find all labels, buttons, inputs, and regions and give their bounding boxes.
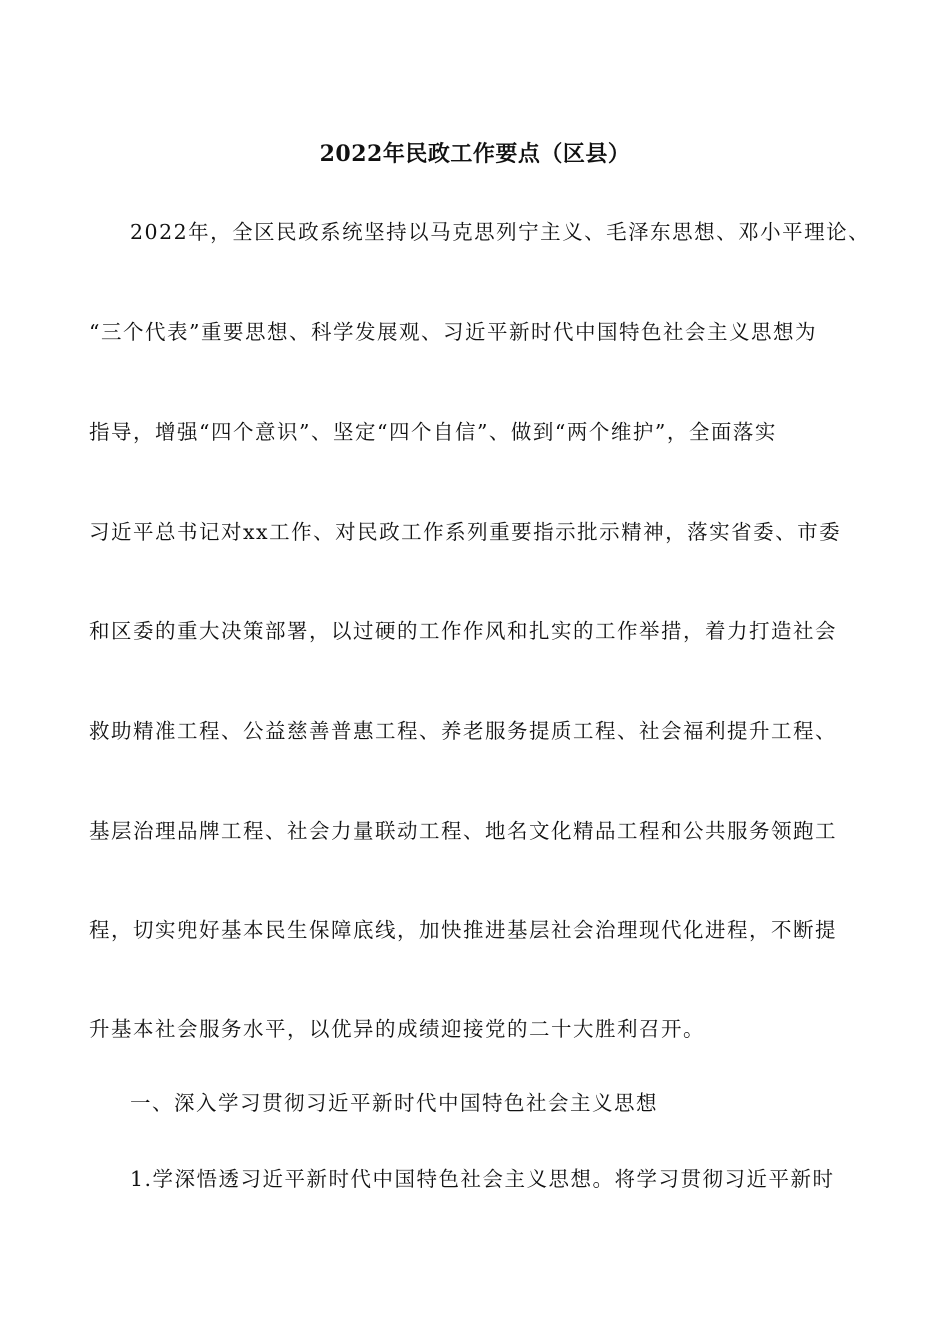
section-heading: 一、深入学习贯彻习近平新时代中国特色社会主义思想 (130, 1091, 658, 1115)
subsection-line: 1.学深悟透习近平新时代中国特色社会主义思想。将学习贯彻习近平新时 (130, 1167, 835, 1191)
paragraph-line-9: 升基本社会服务水平，以优异的成绩迎接党的二十大胜利召开。 (89, 1017, 705, 1041)
paragraph-line-5: 和区委的重大决策部署，以过硬的工作作风和扎实的工作举措，着力打造社会 (89, 619, 837, 643)
paragraph-line-6: 救助精准工程、公益慈善普惠工程、养老服务提质工程、社会福利提升工程、 (89, 719, 837, 743)
paragraph-line-4: 习近平总书记对xx工作、对民政工作系列重要指示批示精神，落实省委、市委 (89, 520, 842, 544)
paragraph-line-2: “三个代表”重要思想、科学发展观、习近平新时代中国特色社会主义思想为 (89, 320, 817, 344)
paragraph-line-8: 程，切实兜好基本民生保障底线，加快推进基层社会治理现代化进程，不断提 (89, 918, 837, 942)
paragraph-line-3: 指导，增强“四个意识”、坚定“四个自信”、做到“两个维护”，全面落实 (89, 420, 777, 444)
paragraph-line-1: 2022年，全区民政系统坚持以马克思列宁主义、毛泽东思想、邓小平理论、 (130, 220, 870, 244)
paragraph-line-7: 基层治理品牌工程、社会力量联动工程、地名文化精品工程和公共服务领跑工 (89, 819, 837, 843)
document-title: 2022年民政工作要点（区县） (319, 141, 631, 167)
